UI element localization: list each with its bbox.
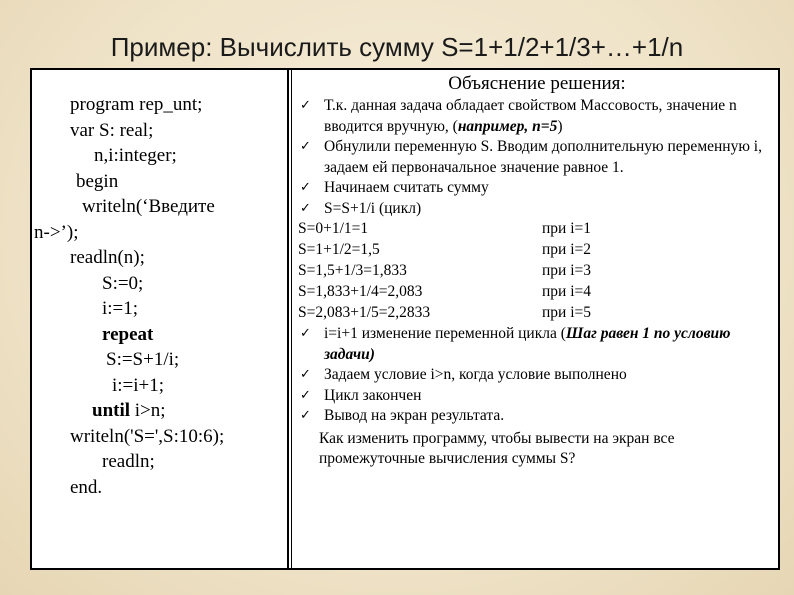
code-text: S:=S+1/i; xyxy=(106,349,180,370)
calc-expression: S=2,083+1/5=2,2833 xyxy=(298,304,431,321)
checkmark-icon: ✓ xyxy=(300,367,311,382)
calc-expression: S=1+1/2=1,5 xyxy=(298,241,380,258)
code-line xyxy=(32,475,284,501)
code-text: program rep_unt; xyxy=(70,94,203,115)
code-line xyxy=(32,143,284,169)
explanation-bullet xyxy=(294,365,774,386)
explanation-bullet xyxy=(294,324,774,365)
explanation-bullet xyxy=(294,386,774,407)
bullet-text: Начинаем считать сумму xyxy=(324,179,489,196)
code-line xyxy=(32,92,284,118)
bullet-text-after: ) xyxy=(557,117,563,135)
code-line xyxy=(32,322,284,348)
question-text: Как изменить программу, чтобы вывести на экран все промежуточные вычисления суммы S? xyxy=(319,429,675,467)
explanation-bullet xyxy=(294,137,774,178)
code-text: writeln('S=',S:10:6); xyxy=(70,425,225,447)
checkmark-icon: ✓ xyxy=(300,200,311,216)
calc-row xyxy=(294,240,780,261)
calc-expression: S=0+1/1=1 xyxy=(298,220,369,237)
code-text: i:=1; xyxy=(102,298,139,319)
calc-expression: S=1,5+1/3=1,833 xyxy=(298,262,407,279)
checkmark-icon: ✓ xyxy=(300,408,311,423)
bullet-text: Обнулили переменную S. Вводим дополнительную переменную i, задаем ей первоначальное значение равное 1. xyxy=(324,138,762,176)
explanation-bullet xyxy=(294,178,774,199)
code-line xyxy=(32,449,284,475)
bullet-text: Цикл закончен xyxy=(324,386,422,404)
code-line xyxy=(32,373,284,399)
checkmark-icon: ✓ xyxy=(300,326,311,341)
explanation-bullet xyxy=(294,96,774,137)
code-text: n,i:integer; xyxy=(94,145,177,166)
calc-condition: при i=4 xyxy=(542,283,592,300)
code-column xyxy=(32,92,284,500)
code-line xyxy=(32,296,284,322)
slide-title: Пример: Вычислить сумму S=1+1/2+1/3+…+1/n xyxy=(110,32,684,62)
checkmark-icon: ✓ xyxy=(300,180,311,195)
code-text: i:=i+1; xyxy=(112,374,165,396)
checkmark-icon: ✓ xyxy=(300,139,311,154)
code-line xyxy=(32,194,284,220)
code-text: readln; xyxy=(102,451,155,472)
code-text: repeat xyxy=(102,323,154,345)
code-text: until xyxy=(92,400,131,421)
bullet-emphasis: например, n=5 xyxy=(457,117,558,135)
bullet-text: i=i+1 изменение переменной цикла ( xyxy=(324,325,566,342)
calc-row xyxy=(294,282,780,303)
calc-condition: при i=2 xyxy=(542,241,592,258)
code-text: writeln(‘Введите xyxy=(82,196,215,217)
calc-expression: S=1,833+1/4=2,083 xyxy=(298,283,423,300)
code-text: n->’); xyxy=(34,221,79,243)
column-divider-inner xyxy=(291,70,292,568)
code-line xyxy=(32,347,284,373)
bullet-text: Вывод на экран результата. xyxy=(324,407,505,424)
explanation-bullet xyxy=(294,406,774,427)
code-text: begin xyxy=(76,170,119,192)
calc-condition: при i=3 xyxy=(542,262,592,279)
code-line xyxy=(32,169,284,195)
calc-row xyxy=(294,219,780,240)
column-divider xyxy=(287,70,289,568)
code-text: S:=0; xyxy=(102,272,144,294)
code-text: end. xyxy=(70,476,103,498)
code-line xyxy=(32,220,284,246)
code-line xyxy=(32,424,284,450)
explanation-bullet xyxy=(294,199,774,220)
explanation-column xyxy=(294,70,780,470)
code-line xyxy=(32,118,284,144)
code-text: readln(n); xyxy=(70,247,145,268)
checkmark-icon: ✓ xyxy=(300,98,311,113)
code-line xyxy=(32,398,284,424)
calc-row xyxy=(294,303,780,324)
explanation-title: Объяснение решения: xyxy=(448,73,626,94)
bullet-emphasis: Шаг равен 1 по условию задачи) xyxy=(324,325,731,363)
content-table xyxy=(30,68,780,570)
code-text: var S: real; xyxy=(70,119,154,141)
calc-condition: при i=5 xyxy=(542,304,592,321)
bullet-text: S=S+1/i (цикл) xyxy=(324,199,422,217)
calc-condition: при i=1 xyxy=(542,220,592,237)
code-line xyxy=(32,245,284,271)
code-line xyxy=(32,271,284,297)
bullet-text: Т.к. данная задача обладает свойством Массовость, значение n вводится вручную, ( xyxy=(324,97,737,135)
calc-row xyxy=(294,261,780,282)
checkmark-icon: ✓ xyxy=(300,387,311,403)
code-text-after: i>n; xyxy=(130,400,166,421)
bullet-text: Задаем условие i>n, когда условие выполнено xyxy=(324,366,627,383)
